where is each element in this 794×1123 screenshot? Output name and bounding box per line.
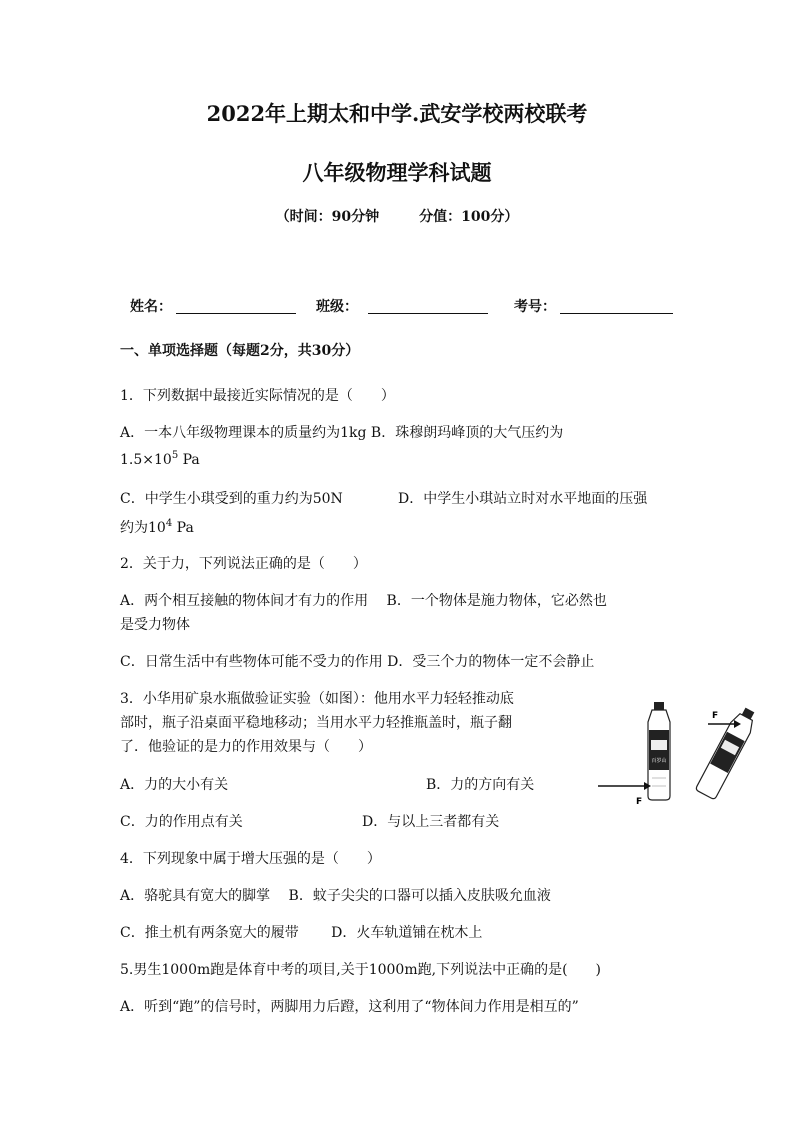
- exam-title: 2022年上期太和中学.武安学校两校联考: [206, 101, 588, 126]
- question-3-option-a: A．力的大小有关: [120, 777, 229, 793]
- class-field[interactable]: [368, 313, 488, 314]
- svg-text:百岁山: 百岁山: [651, 758, 667, 764]
- question-2-options-ab: A．两个相互接触的物体间才有力的作用 B．一个物体是施力物体，它必然也: [120, 593, 607, 609]
- question-3-stem-line2: 部时，瓶子沿桌面平稳地移动；当用水平力轻推瓶盖时，瓶子翻: [120, 715, 512, 731]
- section-heading: 一、单项选择题（每题2分，共30分）: [120, 343, 360, 359]
- total-score: 分值：100分）: [419, 209, 519, 225]
- class-label: 班级：: [316, 299, 358, 315]
- question-1-options-ab: A．一本八年级物理课本的质量约为1kg B．珠穆朗玛峰顶的大气压约为: [120, 425, 564, 441]
- name-field[interactable]: [176, 313, 296, 314]
- question-4-options-cd: C．推土机有两条宽大的履带 D．火车轨道铺在枕木上: [120, 925, 483, 941]
- number-field[interactable]: [560, 313, 673, 314]
- svg-text:F: F: [712, 711, 719, 721]
- question-3-option-d: D．与以上三者都有关: [362, 814, 500, 830]
- question-3-option-b: B．力的方向有关: [426, 777, 535, 793]
- question-5-stem: 5.男生1000m跑是体育中考的项目,关于1000m跑,下列说法中正确的是( ): [120, 962, 601, 978]
- question-3-stem-line1: 3．小华用矿泉水瓶做验证实验（如图）：他用水平力轻轻推动底: [120, 691, 514, 707]
- bottom-force-arrow: [598, 782, 651, 807]
- name-label: 姓名：: [130, 299, 172, 315]
- question-2-stem: 2．关于力，下列说法正确的是（ ）: [120, 556, 367, 572]
- tilted-bottle: [695, 705, 756, 800]
- question-5-option-a: A．听到“跑”的信号时，两脚用力后蹬，这利用了“物体间力作用是相互的”: [120, 999, 579, 1015]
- exam-subtitle: 八年级物理学科试题: [302, 160, 492, 185]
- bottle-figure: [596, 700, 756, 810]
- question-2-option-b-cont: 是受力物体: [120, 617, 190, 633]
- question-1-option-d-cont: 约为$10^4$ Pa: [120, 518, 194, 536]
- question-2-options-cd: C．日常生活中有些物体可能不受力的作用 D．受三个力的物体一定不会静止: [120, 654, 595, 670]
- question-3-option-c: C．力的作用点有关: [120, 814, 243, 830]
- question-4-stem: 4．下列现象中属于增大压强的是（ ）: [120, 851, 381, 867]
- question-1-option-c: C．中学生小琪受到的重力约为50N: [120, 491, 343, 507]
- question-1-option-d: D．中学生小琪站立时对水平地面的压强: [398, 491, 648, 507]
- question-1-option-b-cont: $1.5\times 10^5$ Pa: [120, 450, 200, 468]
- question-1-stem: 1．下列数据中最接近实际情况的是（ ）: [120, 388, 395, 404]
- time-limit: （时间：90分钟: [275, 209, 380, 225]
- upright-bottle: [648, 702, 670, 800]
- svg-text:F: F: [636, 797, 643, 807]
- exam-meta: [0, 206, 794, 226]
- question-3-stem-line3: 了．他验证的是力的作用效果与（ ）: [120, 739, 372, 755]
- number-label: 考号：: [514, 299, 556, 315]
- question-4-options-ab: A．骆驼具有宽大的脚掌 B．蚊子尖尖的口器可以插入皮肤吸允血液: [120, 888, 551, 904]
